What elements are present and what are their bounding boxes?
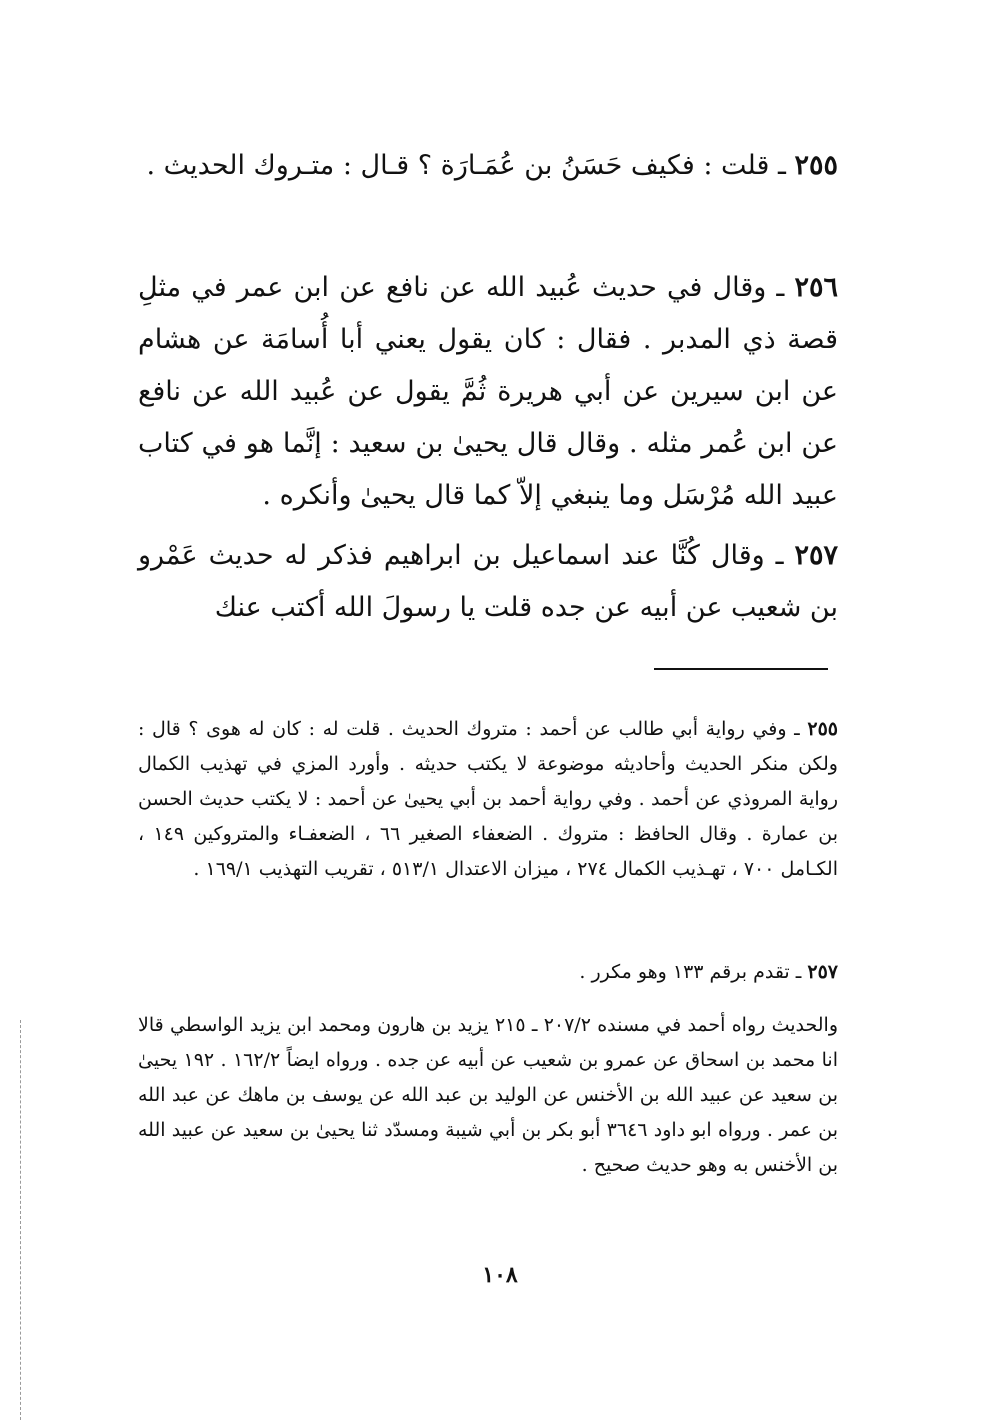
paragraph-256: [138, 262, 838, 522]
footnote-text: ـ تقدم برقم ١٣٣ وهو مكرر .: [579, 961, 808, 983]
paragraph-number: ٢٥٥: [794, 150, 838, 181]
paragraph-text: ـ وقال كُنَّا عند اسماعيل بن ابراهيم فذكر له حديث عَمْرو بن شعيب عن أبيه عن جده قلت يا رسولَ الله أكتب عنك: [138, 540, 838, 623]
paragraph-257: [138, 530, 838, 634]
paragraph-number: ٢٥٦: [794, 272, 838, 303]
paragraph-255: [138, 140, 838, 192]
paragraph-number: ٢٥٧: [794, 540, 838, 571]
page-number: ١٠٨: [482, 1262, 518, 1288]
footnote-text: والحديث رواه أحمد في مسنده ٢٠٧/٢ ـ ٢١٥ يزيد بن هارون ومحمد ابن يزيد الواسطي قالا انا محمد بن اسحاق عن عمرو بن شعيب عن أبيه عن جده . ورواه ايضاً ١٦٢/٢ . ١٩٢ يحيىٰ بن سعيد عن عبيد الله بن الأخنس عن الوليد بن عبد الله عن يوسف بن ماهك عن عبد الله بن عمر . ورواه ابو داود ٣٦٤٦ أبو بكر بن أبي شيبة ومسدّد ثنا يحيىٰ بن سعيد عن عبيد الله بن الأخنس به وهو حديث صحيح .: [138, 1014, 838, 1176]
footnote-separator: [654, 668, 828, 670]
paragraph-text: ـ قلت : فكيف حَسَنُ بن عُمَـارَة ؟ قـال : متـروك الحديث .: [146, 150, 795, 181]
footnote-number: ٢٥٥: [807, 718, 838, 740]
footnote-number: ٢٥٧: [807, 961, 838, 983]
footnote-255: [138, 712, 838, 887]
paragraph-text: ـ وقال في حديث عُبيد الله عن نافع عن ابن عمر في مثلِ قصة ذي المدبر . فقال : كان يقول يعني أبا أُسامَة عن هشام عن ابن سيرين عن أبي هريرة ثُمَّ يقول عن عُبيد الله عن نافع عن ابن عُمر مثله . وقال قال يحيىٰ بن سعيد : إنَّما هو في كتاب عبيد الله مُرْسَل وما ينبغي إلاّ كما قال يحيىٰ وأنكره .: [138, 272, 838, 511]
footnote-257: [138, 955, 838, 990]
footnote-257-continuation: [138, 1008, 838, 1183]
scan-margin-line: [20, 1020, 21, 1420]
footnote-text: ـ وفي رواية أبي طالب عن أحمد : متروك الحديث . قلت له : كان له هوى ؟ قال : ولكن منكر الحديث وأحاديثه موضوعة لا يكتب حديثه . وأورد المزي في تهذيب الكمال رواية المروذي عن أحمد . وفي رواية أحمد بن أبي يحيىٰ عن أحمد : لا يكتب حديث الحسن بن عمارة . وقال الحافظ : متروك . الضعفاء الصغير ٦٦ ، الضعفـاء والمتروكين ١٤٩ ، الكـامل ٧٠٠ ، تهـذيب الكمال ٢٧٤ ، ميزان الاعتدال ٥١٣/١ ، تقريب التهذيب ١٦٩/١ .: [138, 718, 839, 880]
